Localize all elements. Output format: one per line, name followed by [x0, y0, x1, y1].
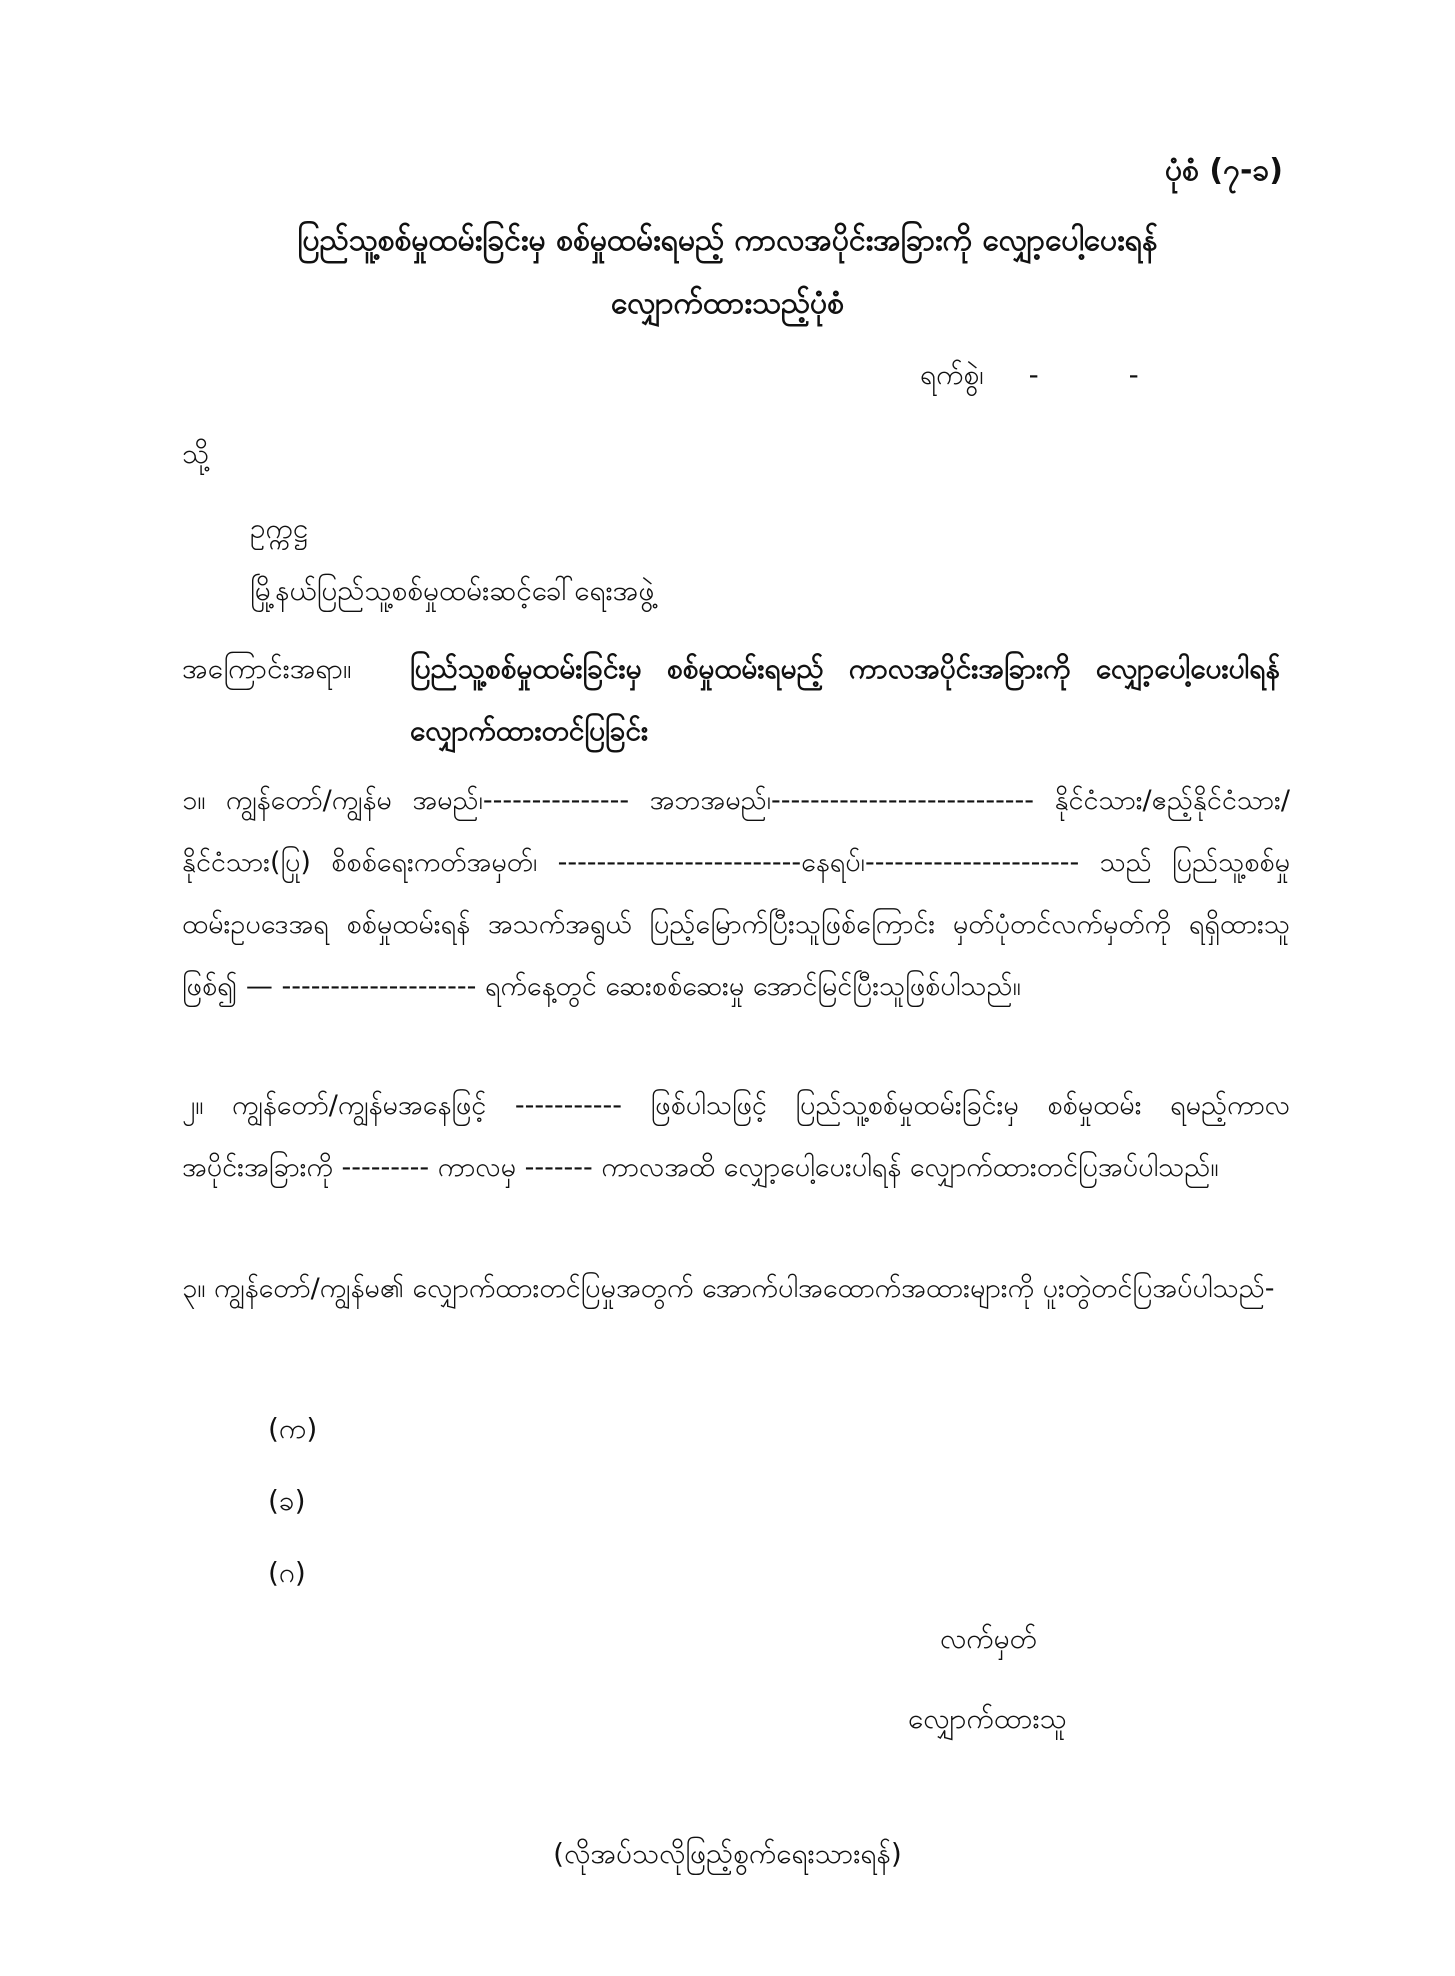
- form-title-line-2: လျှောက်ထားသည့်ပုံစံ: [611, 286, 844, 321]
- form-title-line-1: ပြည်သူ့စစ်မှုထမ်းခြင်းမှ စစ်မှုထမ်းရမည့် ကာလအပိုင်းအခြားကို လျှော့ပေါ့ပေးရန်: [297, 223, 1158, 258]
- date-separator-1: -: [1028, 358, 1039, 391]
- date-label: ရက်စွဲ၊: [920, 358, 984, 391]
- applicant-label: လျှောက်ထားသူ: [908, 1702, 1067, 1735]
- addressee-line-2: မြို့နယ်ပြည်သူ့စစ်မှုထမ်းဆင့်ခေါ်ရေးအဖွဲ့: [250, 574, 655, 607]
- addressee-line-1: ဥက္ကဋ္ဌ: [250, 512, 309, 545]
- paragraph-3: ၃။ ကျွန်တော်/ကျွန်မ၏ လျှောက်ထားတင်ပြမှုအတွက် အောက်ပါအထောက်အထားများကို ပူးတွဲတင်ပြအပ်ပါသည်-: [182, 1273, 1275, 1304]
- date-separator-2: -: [1128, 358, 1139, 391]
- form-number: ပုံစံ (၇-ခ): [1164, 153, 1283, 188]
- signature-label: လက်မှတ်: [940, 1622, 1037, 1655]
- subject-block: [182, 650, 1292, 762]
- paragraph-1: ၁။ ကျွန်တော်/ကျွန်မ အမည်၊--------------- အဘအမည်၊--------------------------- နိုင်ငံသား/ဧည့်နိုင်ငံသား/ နိုင်ငံသား(ပြု) စိစစ်ရေးကတ်အမှတ်၊ -------------------------နေရပ်၊---------------------- သည် ပြည်သူ့စစ်မှုထမ်းဥပဒေအရ စစ်မှုထမ်းရန် အသက်အရွယ် ပြည့်မြောက်ပြီးသူဖြစ်ကြောင်း မှတ်ပုံတင်လက်မှတ်ကို ရရှိထားသူဖြစ်၍ — -------------------- ရက်နေ့တွင် ဆေးစစ်ဆေးမှု အောင်မြင်ပြီးသူဖြစ်ပါသည်။: [182, 785, 1290, 1002]
- date-line: [920, 356, 1184, 398]
- to-label: သို့: [182, 437, 210, 470]
- attachment-item-2: (ခ): [268, 1484, 306, 1517]
- attachment-item-3: (ဂ): [268, 1556, 306, 1589]
- attachment-item-1: (က): [268, 1412, 318, 1445]
- subject-text: ပြည်သူ့စစ်မှုထမ်းခြင်းမှ စစ်မှုထမ်းရမည့် ကာလအပိုင်းအခြားကို လျှော့ပေါ့ပေးပါရန် လျှောက်ထားတင်ပြခြင်း: [410, 652, 1280, 747]
- subject-label: အကြောင်းအရာ။: [182, 652, 352, 685]
- footer-note: (လိုအပ်သလိုဖြည့်စွက်ရေးသားရန်): [553, 1837, 902, 1870]
- paragraph-2: ၂။ ကျွန်တော်/ကျွန်မအနေဖြင့် ----------- ဖြစ်ပါသဖြင့် ပြည်သူ့စစ်မှုထမ်းခြင်းမှ စစ်မှုထမ်း ရမည့်ကာလအပိုင်းအခြားကို --------- ကာလမှ ------- ကာလအထိ လျှော့ပေါ့ပေးပါရန် လျှောက်ထားတင်ပြအပ်ပါသည်။: [182, 1090, 1290, 1183]
